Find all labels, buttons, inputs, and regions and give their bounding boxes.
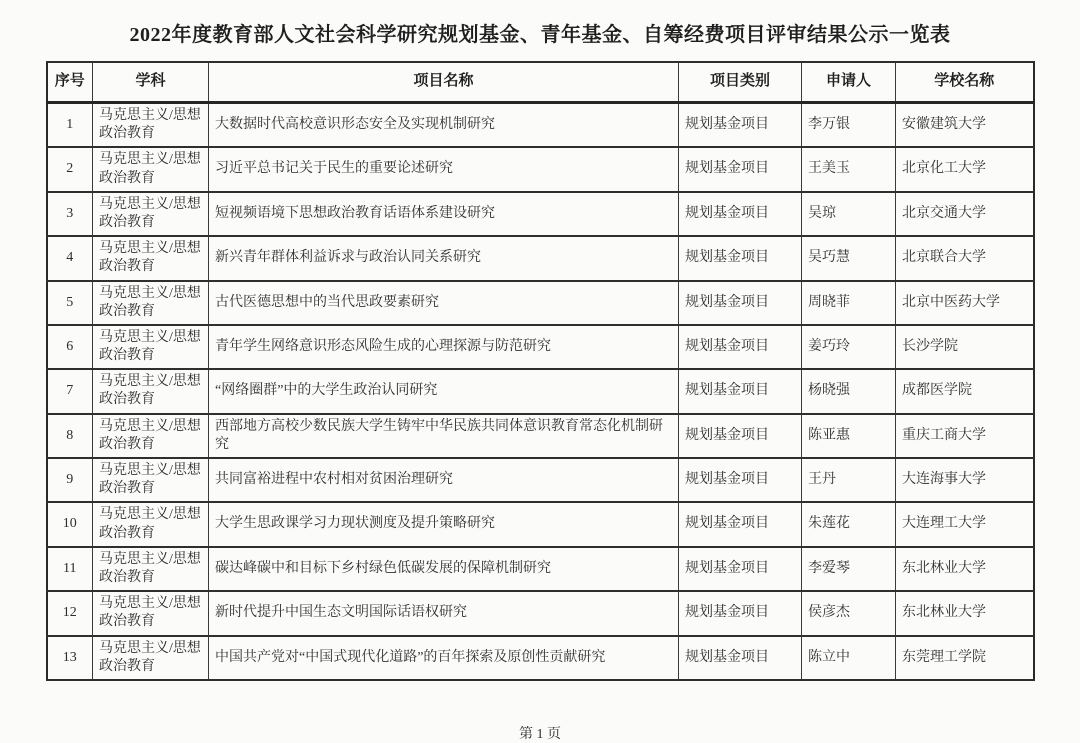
cell-project-category: 规划基金项目: [679, 192, 802, 236]
cell-discipline: 马克思主义/思想政治教育: [93, 502, 209, 546]
header-project-category: 项目类别: [679, 62, 802, 103]
results-table: [46, 61, 1035, 681]
cell-discipline: 马克思主义/思想政治教育: [93, 147, 209, 191]
cell-project-category: 规划基金项目: [679, 325, 802, 369]
cell-project-name: 碳达峰碳中和目标下乡村绿色低碳发展的保障机制研究: [209, 547, 679, 591]
table-row: [47, 502, 1034, 546]
page-title: 2022年度教育部人文社会科学研究规划基金、青年基金、自筹经费项目评审结果公示一览表: [129, 24, 951, 46]
cell-index: 13: [47, 636, 93, 680]
cell-school: 北京中医药大学: [896, 281, 1034, 325]
cell-project-name: “网络圈群”中的大学生政治认同研究: [209, 369, 679, 413]
cell-discipline: 马克思主义/思想政治教育: [93, 591, 209, 635]
cell-applicant: 吴琼: [802, 192, 896, 236]
cell-project-category: 规划基金项目: [679, 147, 802, 191]
table-row: [47, 236, 1034, 280]
cell-applicant: 陈立中: [802, 636, 896, 680]
cell-school: 安徽建筑大学: [896, 103, 1034, 148]
table-row: [47, 147, 1034, 191]
cell-project-name: 大数据时代高校意识形态安全及实现机制研究: [209, 103, 679, 148]
cell-applicant: 陈亚惠: [802, 414, 896, 458]
cell-project-name: 古代医德思想中的当代思政要素研究: [209, 281, 679, 325]
cell-applicant: 王美玉: [802, 147, 896, 191]
cell-school: 东莞理工学院: [896, 636, 1034, 680]
cell-discipline: 马克思主义/思想政治教育: [93, 414, 209, 458]
table-row: [47, 458, 1034, 502]
cell-school: 大连理工大学: [896, 502, 1034, 546]
cell-index: 8: [47, 414, 93, 458]
table-row: [47, 192, 1034, 236]
cell-applicant: 杨晓强: [802, 369, 896, 413]
cell-index: 1: [47, 103, 93, 148]
cell-project-name: 大学生思政课学习力现状测度及提升策略研究: [209, 502, 679, 546]
cell-project-category: 规划基金项目: [679, 103, 802, 148]
cell-applicant: 姜巧玲: [802, 325, 896, 369]
table-row: [47, 414, 1034, 458]
table-row: [47, 325, 1034, 369]
header-applicant: 申请人: [802, 62, 896, 103]
cell-discipline: 马克思主义/思想政治教育: [93, 325, 209, 369]
cell-school: 成都医学院: [896, 369, 1034, 413]
table-header-row: [47, 62, 1034, 103]
cell-index: 6: [47, 325, 93, 369]
cell-project-name: 共同富裕进程中农村相对贫困治理研究: [209, 458, 679, 502]
cell-discipline: 马克思主义/思想政治教育: [93, 281, 209, 325]
cell-discipline: 马克思主义/思想政治教育: [93, 636, 209, 680]
cell-discipline: 马克思主义/思想政治教育: [93, 103, 209, 148]
cell-applicant: 吴巧慧: [802, 236, 896, 280]
cell-project-category: 规划基金项目: [679, 636, 802, 680]
cell-project-name: 新兴青年群体利益诉求与政治认同关系研究: [209, 236, 679, 280]
cell-project-name: 中国共产党对“中国式现代化道路”的百年探索及原创性贡献研究: [209, 636, 679, 680]
cell-school: 北京化工大学: [896, 147, 1034, 191]
cell-index: 7: [47, 369, 93, 413]
cell-index: 12: [47, 591, 93, 635]
cell-school: 北京联合大学: [896, 236, 1034, 280]
header-school: 学校名称: [896, 62, 1034, 103]
cell-project-category: 规划基金项目: [679, 591, 802, 635]
cell-project-name: 新时代提升中国生态文明国际话语权研究: [209, 591, 679, 635]
table-row: [47, 369, 1034, 413]
cell-project-name: 习近平总书记关于民生的重要论述研究: [209, 147, 679, 191]
cell-index: 9: [47, 458, 93, 502]
cell-discipline: 马克思主义/思想政治教育: [93, 458, 209, 502]
cell-project-name: 青年学生网络意识形态风险生成的心理探源与防范研究: [209, 325, 679, 369]
cell-school: 长沙学院: [896, 325, 1034, 369]
cell-index: 5: [47, 281, 93, 325]
cell-school: 北京交通大学: [896, 192, 1034, 236]
cell-index: 2: [47, 147, 93, 191]
table-row: [47, 103, 1034, 148]
cell-discipline: 马克思主义/思想政治教育: [93, 369, 209, 413]
cell-school: 重庆工商大学: [896, 414, 1034, 458]
table-row: [47, 591, 1034, 635]
header-index: 序号: [47, 62, 93, 103]
cell-project-category: 规划基金项目: [679, 236, 802, 280]
table-row: [47, 636, 1034, 680]
cell-discipline: 马克思主义/思想政治教育: [93, 236, 209, 280]
cell-index: 10: [47, 502, 93, 546]
cell-school: 大连海事大学: [896, 458, 1034, 502]
cell-applicant: 侯彦杰: [802, 591, 896, 635]
cell-applicant: 李爱琴: [802, 547, 896, 591]
header-project-name: 项目名称: [209, 62, 679, 103]
cell-project-name: 短视频语境下思想政治教育话语体系建设研究: [209, 192, 679, 236]
cell-discipline: 马克思主义/思想政治教育: [93, 547, 209, 591]
cell-project-category: 规划基金项目: [679, 502, 802, 546]
cell-applicant: 周晓菲: [802, 281, 896, 325]
cell-school: 东北林业大学: [896, 591, 1034, 635]
cell-project-name: 西部地方高校少数民族大学生铸牢中华民族共同体意识教育常态化机制研究: [209, 414, 679, 458]
cell-project-category: 规划基金项目: [679, 458, 802, 502]
cell-discipline: 马克思主义/思想政治教育: [93, 192, 209, 236]
cell-index: 3: [47, 192, 93, 236]
page-number: 第 1 页: [519, 726, 561, 742]
cell-index: 11: [47, 547, 93, 591]
cell-applicant: 朱莲花: [802, 502, 896, 546]
table-body: [47, 103, 1034, 680]
cell-project-category: 规划基金项目: [679, 547, 802, 591]
cell-project-category: 规划基金项目: [679, 281, 802, 325]
cell-school: 东北林业大学: [896, 547, 1034, 591]
table-row: [47, 547, 1034, 591]
cell-project-category: 规划基金项目: [679, 414, 802, 458]
cell-index: 4: [47, 236, 93, 280]
cell-applicant: 李万银: [802, 103, 896, 148]
header-discipline: 学科: [93, 62, 209, 103]
table-row: [47, 281, 1034, 325]
cell-project-category: 规划基金项目: [679, 369, 802, 413]
cell-applicant: 王丹: [802, 458, 896, 502]
